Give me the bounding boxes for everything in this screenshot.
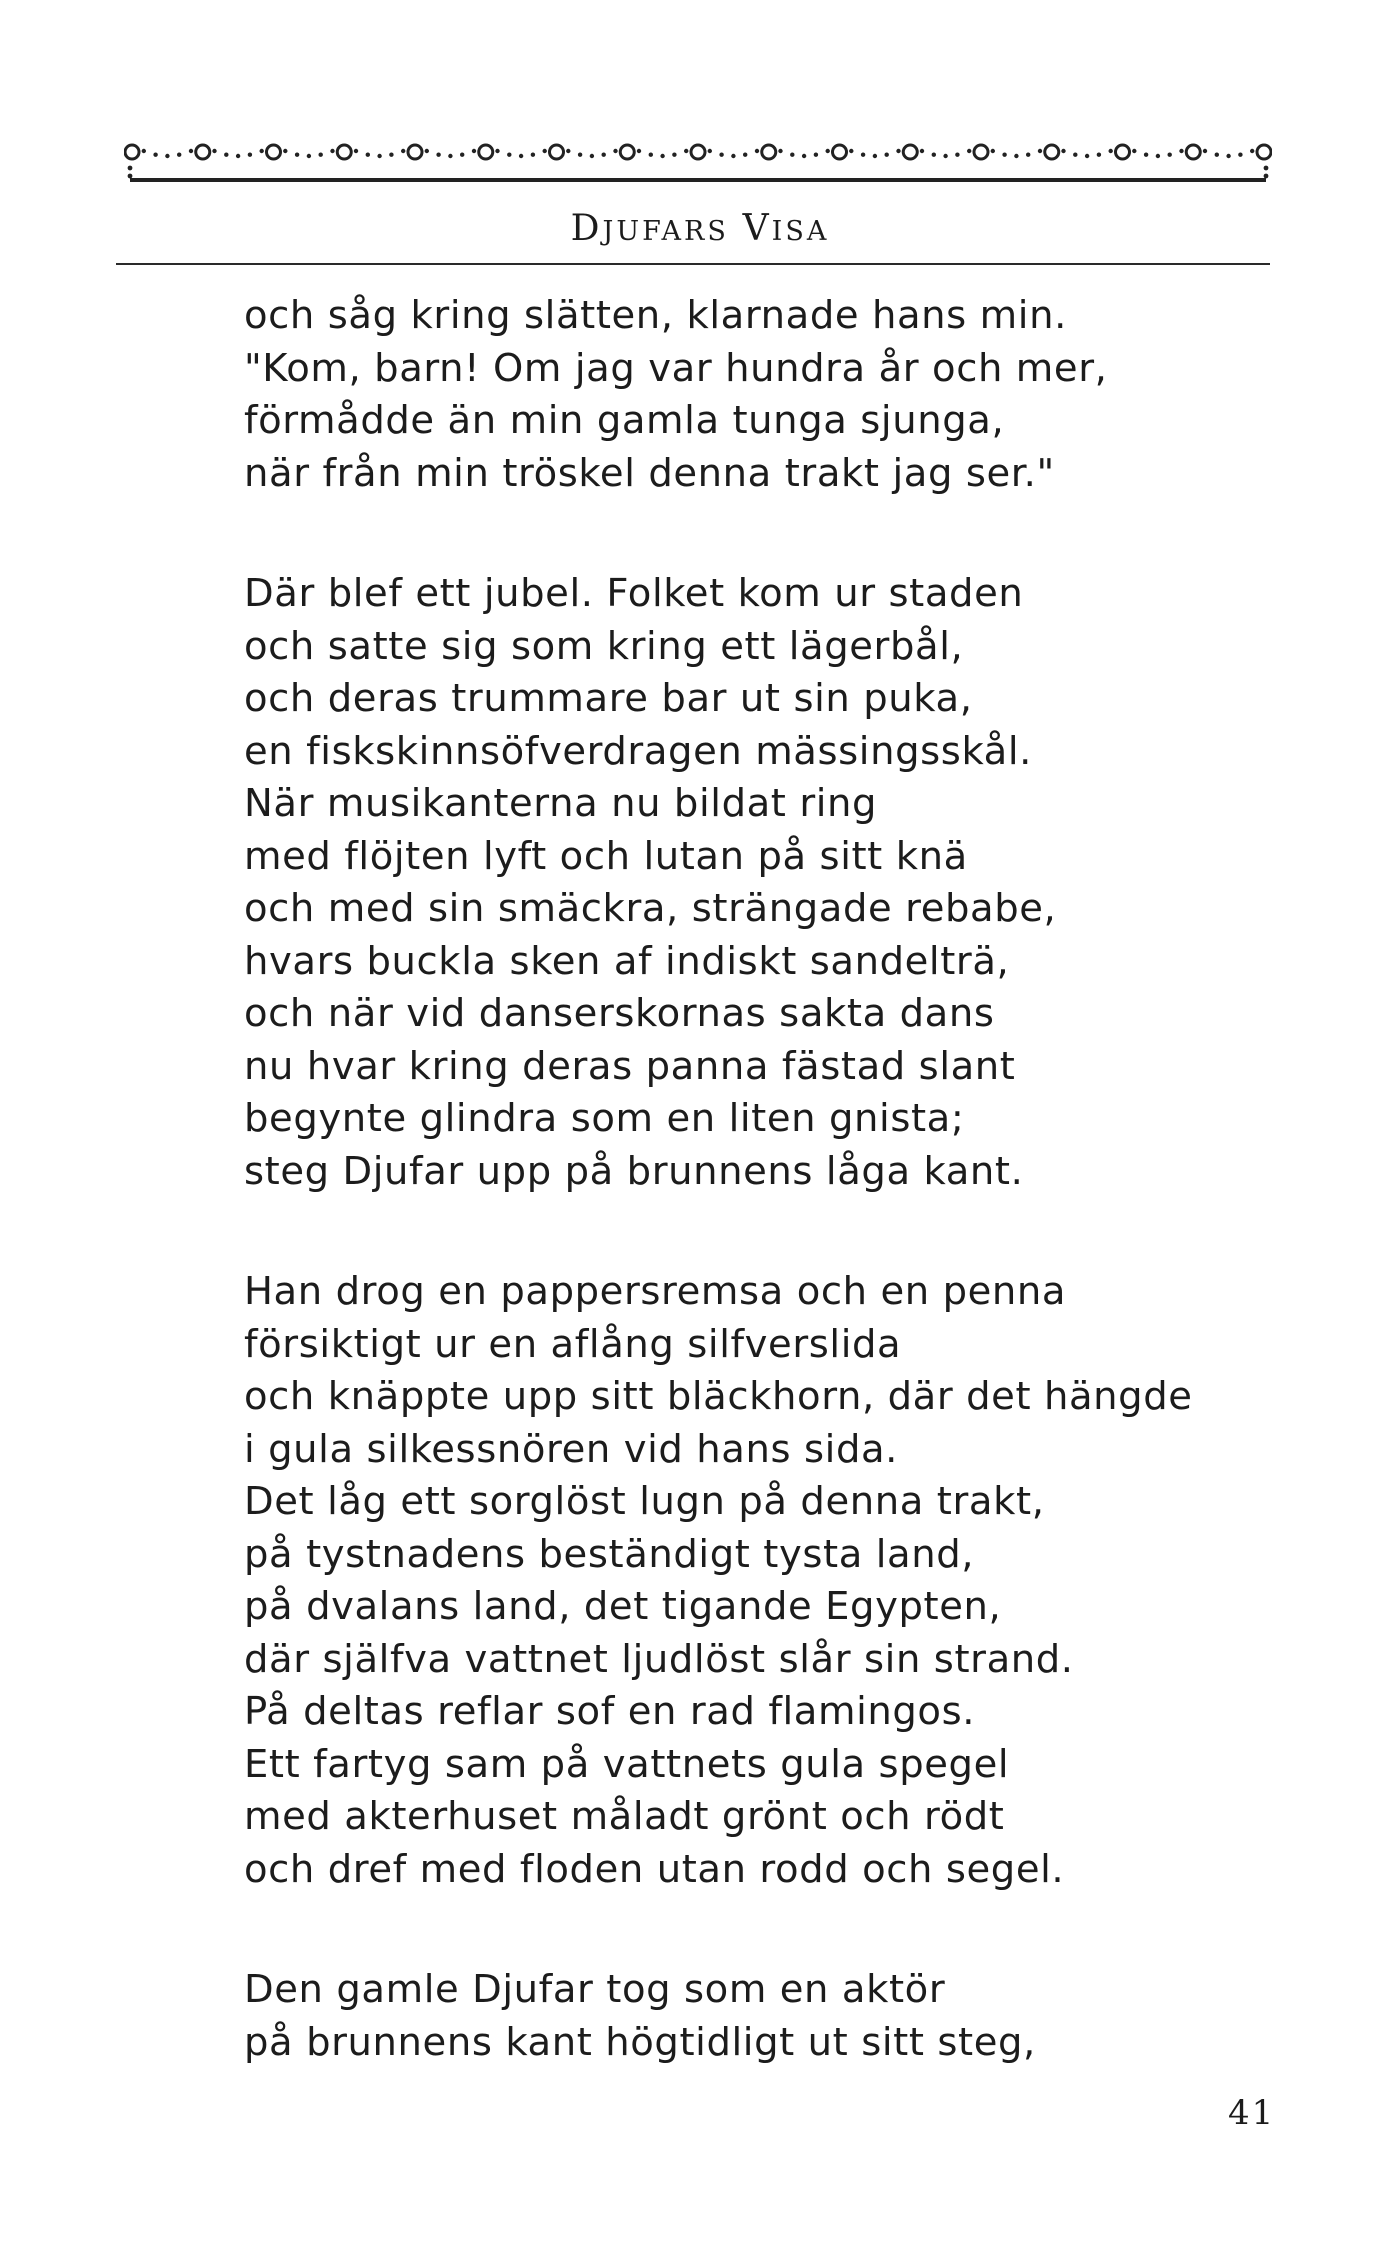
verse-line: Den gamle Djufar tog som en aktör <box>244 1967 946 2012</box>
ornament-dot <box>943 154 947 158</box>
ornament-dot <box>448 154 452 158</box>
ornament-dot <box>460 153 464 157</box>
verse-line: med flöjten lyft och lutan på sitt knä <box>244 833 968 879</box>
decorative-header-ornament <box>124 126 1272 186</box>
ornament-dot <box>128 174 133 179</box>
ornament-dot <box>128 166 133 171</box>
ornament-dot <box>1014 154 1018 158</box>
ornament-dot <box>212 149 216 153</box>
verse-line: när från min tröskel denna trakt jag ser." <box>244 450 1055 496</box>
ornament-dot <box>826 149 830 153</box>
ornament-dot <box>637 149 641 153</box>
ornament-ring <box>903 145 917 159</box>
verse-line: Där blef ett jubel. Folket kom ur staden <box>244 571 1024 616</box>
ornament-dot <box>649 153 653 157</box>
running-head <box>0 208 1400 249</box>
ornament-dot <box>543 149 547 153</box>
ornament-dot <box>1226 154 1230 158</box>
ornament-dot <box>1085 154 1089 158</box>
poem-body <box>244 290 1284 2069</box>
ornament-ring <box>1116 145 1130 159</box>
ornament-dot <box>436 153 440 157</box>
running-head-rest-2: ISA <box>771 216 830 247</box>
page-number: 41 <box>1228 2093 1276 2133</box>
verse-line: nu hvar kring deras panna fästad slant <box>244 1043 1016 1089</box>
ornament-dot <box>1002 153 1006 157</box>
ornament-dot <box>578 153 582 157</box>
verse-line: begynte glindra som en liten gnista; <box>244 1096 965 1141</box>
verse-line: där själfva vattnet ljudlöst slår sin strand. <box>244 1636 1074 1682</box>
running-head-initial-2: V <box>742 208 772 249</box>
ornament-dot <box>1156 154 1160 158</box>
verse-line: och deras trummare bar ut sin puka, <box>244 676 973 721</box>
verse-line: Han drog en pappersremsa och en penna <box>244 1269 1067 1314</box>
ornament-dot <box>236 154 240 158</box>
ornament-dot <box>1097 153 1101 157</box>
ornament-dot <box>967 149 971 153</box>
ornament-dot <box>377 154 381 158</box>
ornament-dot <box>153 153 157 157</box>
ornament-ring <box>337 145 351 159</box>
ornament-dot <box>955 153 959 157</box>
verse-line: och satte sig som kring ett lägerbål, <box>244 623 964 669</box>
ornament-ring <box>479 145 493 159</box>
ornament-dot <box>1038 149 1042 153</box>
ornament-ring <box>125 145 139 159</box>
header-rule <box>116 263 1270 265</box>
ornament-dot <box>260 149 264 153</box>
stanza-4 <box>244 1964 1284 2069</box>
ornament-dot <box>920 149 924 153</box>
ornament-ring <box>620 145 634 159</box>
ornament-ring <box>196 145 210 159</box>
verse-line: förmådde än min gamla tunga sjunga, <box>244 398 1005 443</box>
ornament-dot <box>165 154 169 158</box>
ornament-ring <box>408 145 422 159</box>
ornament-ring <box>267 145 281 159</box>
ornament-dot <box>873 154 877 158</box>
ornament-dot <box>425 149 429 153</box>
ornament-dot <box>472 149 476 153</box>
ornament-dot <box>283 149 287 153</box>
ornament-dot <box>731 154 735 158</box>
ornament-dot <box>1264 166 1269 171</box>
ornament-dot <box>319 153 323 157</box>
ornament-dot <box>1179 149 1183 153</box>
verse-line: på dvalans land, det tigande Egypten, <box>244 1584 1002 1629</box>
ornament-dot <box>778 149 782 153</box>
verse-line: på tystnadens beständigt tysta land, <box>244 1531 975 1577</box>
ornament-dot <box>1132 149 1136 153</box>
ornament-dot <box>507 153 511 157</box>
ornament-ring <box>550 145 564 159</box>
ornament-dot <box>401 149 405 153</box>
verse-line: och när vid danserskornas sakta dans <box>244 991 995 1036</box>
ornament-dot <box>802 154 806 158</box>
verse-line: i gula silkessnören vid hans sida. <box>244 1426 899 1472</box>
ornament-dot <box>885 153 889 157</box>
ornament-dot <box>354 149 358 153</box>
ornament-dot <box>1203 149 1207 153</box>
ornament-dot <box>932 153 936 157</box>
ornament-dot <box>590 154 594 158</box>
ornament-dot <box>177 153 181 157</box>
ornament-dot <box>896 149 900 153</box>
stanza-1 <box>244 290 1284 500</box>
ornament-dot <box>224 153 228 157</box>
ornament-dot <box>519 154 523 158</box>
verse-line: en fiskskinnsöfverdragen mässingsskål. <box>244 728 1033 774</box>
ornament-ring <box>1045 145 1059 159</box>
ornament-dot <box>790 153 794 157</box>
running-head-rest-1: JUFARS <box>602 216 729 247</box>
stanza-2 <box>244 568 1284 1198</box>
ornament-dot <box>495 149 499 153</box>
ornament-dot <box>142 149 146 153</box>
verse-line: På deltas reflar sof en rad flamingos. <box>244 1689 976 1734</box>
ornament-dot <box>672 153 676 157</box>
ornament-dot <box>991 149 995 153</box>
ornament-dot <box>566 149 570 153</box>
ornament-dot <box>602 153 606 157</box>
verse-line: och dref med floden utan rodd och segel. <box>244 1846 1065 1892</box>
verse-line: på brunnens kant högtidligt ut sitt steg, <box>244 2019 1036 2065</box>
ornament-dot <box>1109 149 1113 153</box>
ornament-dot <box>814 153 818 157</box>
ornament-dot <box>719 153 723 157</box>
verse-line: Det låg ett sorglöst lugn på denna trakt, <box>244 1479 1045 1524</box>
verse-line: Ett fartyg sam på vattnets gula spegel <box>244 1741 1010 1787</box>
running-head-initial-1: D <box>570 208 603 249</box>
verse-line: försiktigt ur en aflång silfverslida <box>244 1321 902 1367</box>
verse-line: och med sin smäckra, strängade rebabe, <box>244 886 1057 931</box>
ornament-dot <box>849 149 853 153</box>
ornament-dot <box>684 149 688 153</box>
ornament-ring <box>974 145 988 159</box>
ornament-dot <box>861 153 865 157</box>
ornament-dot <box>531 153 535 157</box>
ornament-dot <box>366 153 370 157</box>
ornament-dot <box>1250 149 1254 153</box>
ornament-dot <box>755 149 759 153</box>
verse-line: "Kom, barn! Om jag var hundra år och mer, <box>244 345 1108 391</box>
ornament-dot <box>660 154 664 158</box>
ornament-dot <box>295 153 299 157</box>
ornament-dot <box>1026 153 1030 157</box>
ornament-dot <box>389 153 393 157</box>
verse-line: och knäppte upp sitt bläckhorn, där det hängde <box>244 1374 1193 1419</box>
ornament-dot <box>248 153 252 157</box>
ornament-dot <box>1238 153 1242 157</box>
ornament-dot <box>189 149 193 153</box>
ornament-ring <box>833 145 847 159</box>
verse-line: med akterhuset måladt grönt och rödt <box>244 1794 1005 1839</box>
ornament-dot <box>1061 149 1065 153</box>
ornament-dot <box>330 149 334 153</box>
ornament-dot <box>613 149 617 153</box>
verse-line: När musikanterna nu bildat ring <box>244 781 878 826</box>
verse-line: hvars buckla sken af indiskt sandelträ, <box>244 938 1010 984</box>
stanza-3 <box>244 1266 1284 1896</box>
ornament-ring <box>1186 145 1200 159</box>
verse-line: steg Djufar upp på brunnens låga kant. <box>244 1148 1024 1194</box>
ornament-dot <box>1168 153 1172 157</box>
ornament-ring <box>691 145 705 159</box>
ornament-dot <box>1073 153 1077 157</box>
ornament-dot <box>1264 174 1269 179</box>
verse-line: och såg kring slätten, klarnade hans min. <box>244 293 1067 338</box>
ornament-dot <box>708 149 712 153</box>
ornament-ring <box>762 145 776 159</box>
ornament-ring <box>1257 145 1271 159</box>
ornament-dot <box>1144 153 1148 157</box>
ornament-dot <box>743 153 747 157</box>
ornament-dot <box>307 154 311 158</box>
ornament-dot <box>1215 153 1219 157</box>
